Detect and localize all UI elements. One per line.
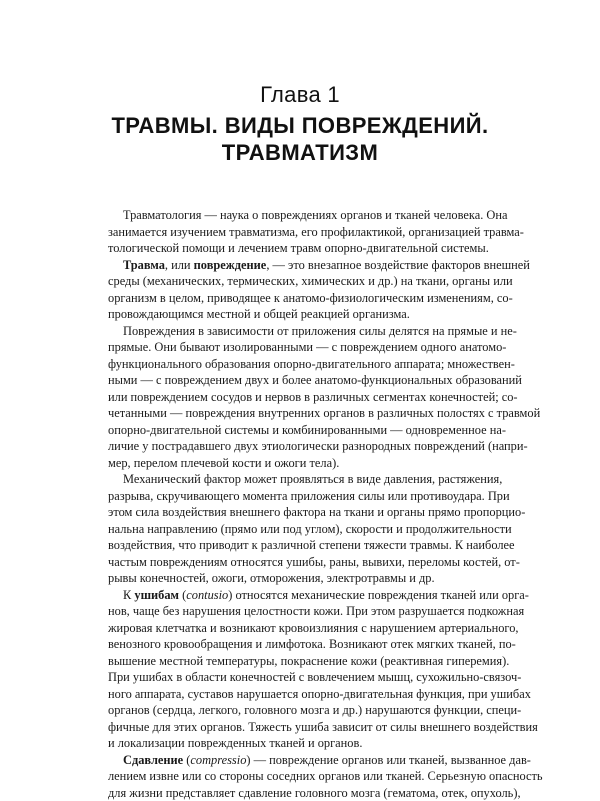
text-line: нов, чаще без нарушения целостности кожи. При этом разрушается подкожная <box>108 603 500 620</box>
text-line <box>108 257 500 274</box>
text-line: личие у пострадавшего двух этиологически разнородных повреждений (напри- <box>108 438 500 455</box>
text-line: воздействия, что приводит к различной степени тяжести травмы. К наиболее <box>108 537 500 554</box>
text-run: , или <box>165 258 194 272</box>
text-line: органов (сердца, легкого, головного мозга и др.) нарушаются функции, специ- <box>108 702 500 719</box>
text-line: функционального образования опорно-двигательного аппарата; множествен- <box>108 356 500 373</box>
text-line: тологической помощи и лечением травм опорно-двигательной системы. <box>108 240 500 257</box>
paragraph <box>108 257 500 323</box>
text-run: ( <box>179 588 186 602</box>
text-line: или повреждением сосудов и нервов в различных сегментах конечностей; со- <box>108 389 500 406</box>
text-line: и локализации поврежденных тканей и органов. <box>108 735 500 752</box>
paragraph <box>108 752 500 801</box>
text-line: Механический фактор может проявляться в виде давления, растяжения, <box>108 471 500 488</box>
bold-term: Сдавление <box>123 753 183 767</box>
text-run: ( <box>183 753 190 767</box>
bold-term: ушибам <box>134 588 179 602</box>
text-line: лением извне или со стороны соседних органов или тканей. Серьезную опасность <box>108 768 500 785</box>
chapter-label: Глава 1 <box>0 82 600 108</box>
text-line: нальна направлению (прямо или под углом), скорости и продолжительности <box>108 521 500 538</box>
chapter-title-line: ТРАВМЫ. ВИДЫ ПОВРЕЖДЕНИЙ. <box>0 112 600 139</box>
text-line: для жизни представляет сдавление головного мозга (гематома, отек, опухоль), <box>108 785 500 801</box>
text-line: Травматология — наука о повреждениях органов и тканей человека. Она <box>108 207 500 224</box>
bold-term: Травма <box>123 258 165 272</box>
text-line: рывы конечностей, ожоги, отморожения, электротравмы и др. <box>108 570 500 587</box>
text-line <box>108 752 500 769</box>
text-line: ного аппарата, суставов нарушается опорно-двигательная функция, при ушибах <box>108 686 500 703</box>
text-run: , — это внезапное воздействие факторов внешней <box>266 258 530 272</box>
paragraph <box>108 471 500 587</box>
text-line: фичные для этих органов. Тяжесть ушиба зависит от силы внешнего воздействия <box>108 719 500 736</box>
text-line: разрыва, скручивающего момента приложения силы или противоудара. При <box>108 488 500 505</box>
text-line: занимается изучением травматизма, его профилактикой, организацией травма- <box>108 224 500 241</box>
text-line: мер, перелом плечевой кости и ожоги тела). <box>108 455 500 472</box>
text-run: ) — повреждение органов или тканей, вызванное дав- <box>246 753 531 767</box>
text-line: При ушибах в области конечностей с вовлечением мышц, сухожильно-связоч- <box>108 669 500 686</box>
text-line: среды (механических, термических, химических и др.) на ткани, органы или <box>108 273 500 290</box>
text-run: ) относятся механические повреждения тканей или орга- <box>228 588 529 602</box>
body-text <box>108 207 500 801</box>
text-line: частым повреждениям относятся ушибы, раны, вывихи, переломы костей, от- <box>108 554 500 571</box>
text-line: прямые. Они бывают изолированными — с повреждением одного анатомо- <box>108 339 500 356</box>
bold-term: повреждение <box>194 258 267 272</box>
chapter-title <box>0 112 600 166</box>
text-run: К <box>123 588 134 602</box>
paragraph <box>108 207 500 257</box>
text-line: ными — с повреждением двух и более анатомо-функциональных образований <box>108 372 500 389</box>
paragraph <box>108 323 500 472</box>
text-line: четанными — повреждения внутренних органов в различных полостях с травмой <box>108 405 500 422</box>
text-line: жировая клетчатка и возникают кровоизлияния с нарушением артериального, <box>108 620 500 637</box>
chapter-title-line: ТРАВМАТИЗМ <box>0 139 600 166</box>
text-line: этом сила воздействия внешнего фактора на ткани и органы прямо пропорцио- <box>108 504 500 521</box>
text-line: Повреждения в зависимости от приложения силы делятся на прямые и не- <box>108 323 500 340</box>
text-line: провождающимся местной и общей реакцией организма. <box>108 306 500 323</box>
paragraph <box>108 587 500 752</box>
text-line: вышение местной температуры, покраснение кожи (реактивная гиперемия). <box>108 653 500 670</box>
text-line: опорно-двигательной системы и комбинированными — одновременное на- <box>108 422 500 439</box>
text-line: венозного кровообращения и лимфотока. Возникают отек мягких тканей, по- <box>108 636 500 653</box>
latin-term: contusio <box>186 588 228 602</box>
text-line: организм в целом, приводящее к анатомо-физиологическим изменениям, со- <box>108 290 500 307</box>
latin-term: compressio <box>190 753 246 767</box>
text-line <box>108 587 500 604</box>
